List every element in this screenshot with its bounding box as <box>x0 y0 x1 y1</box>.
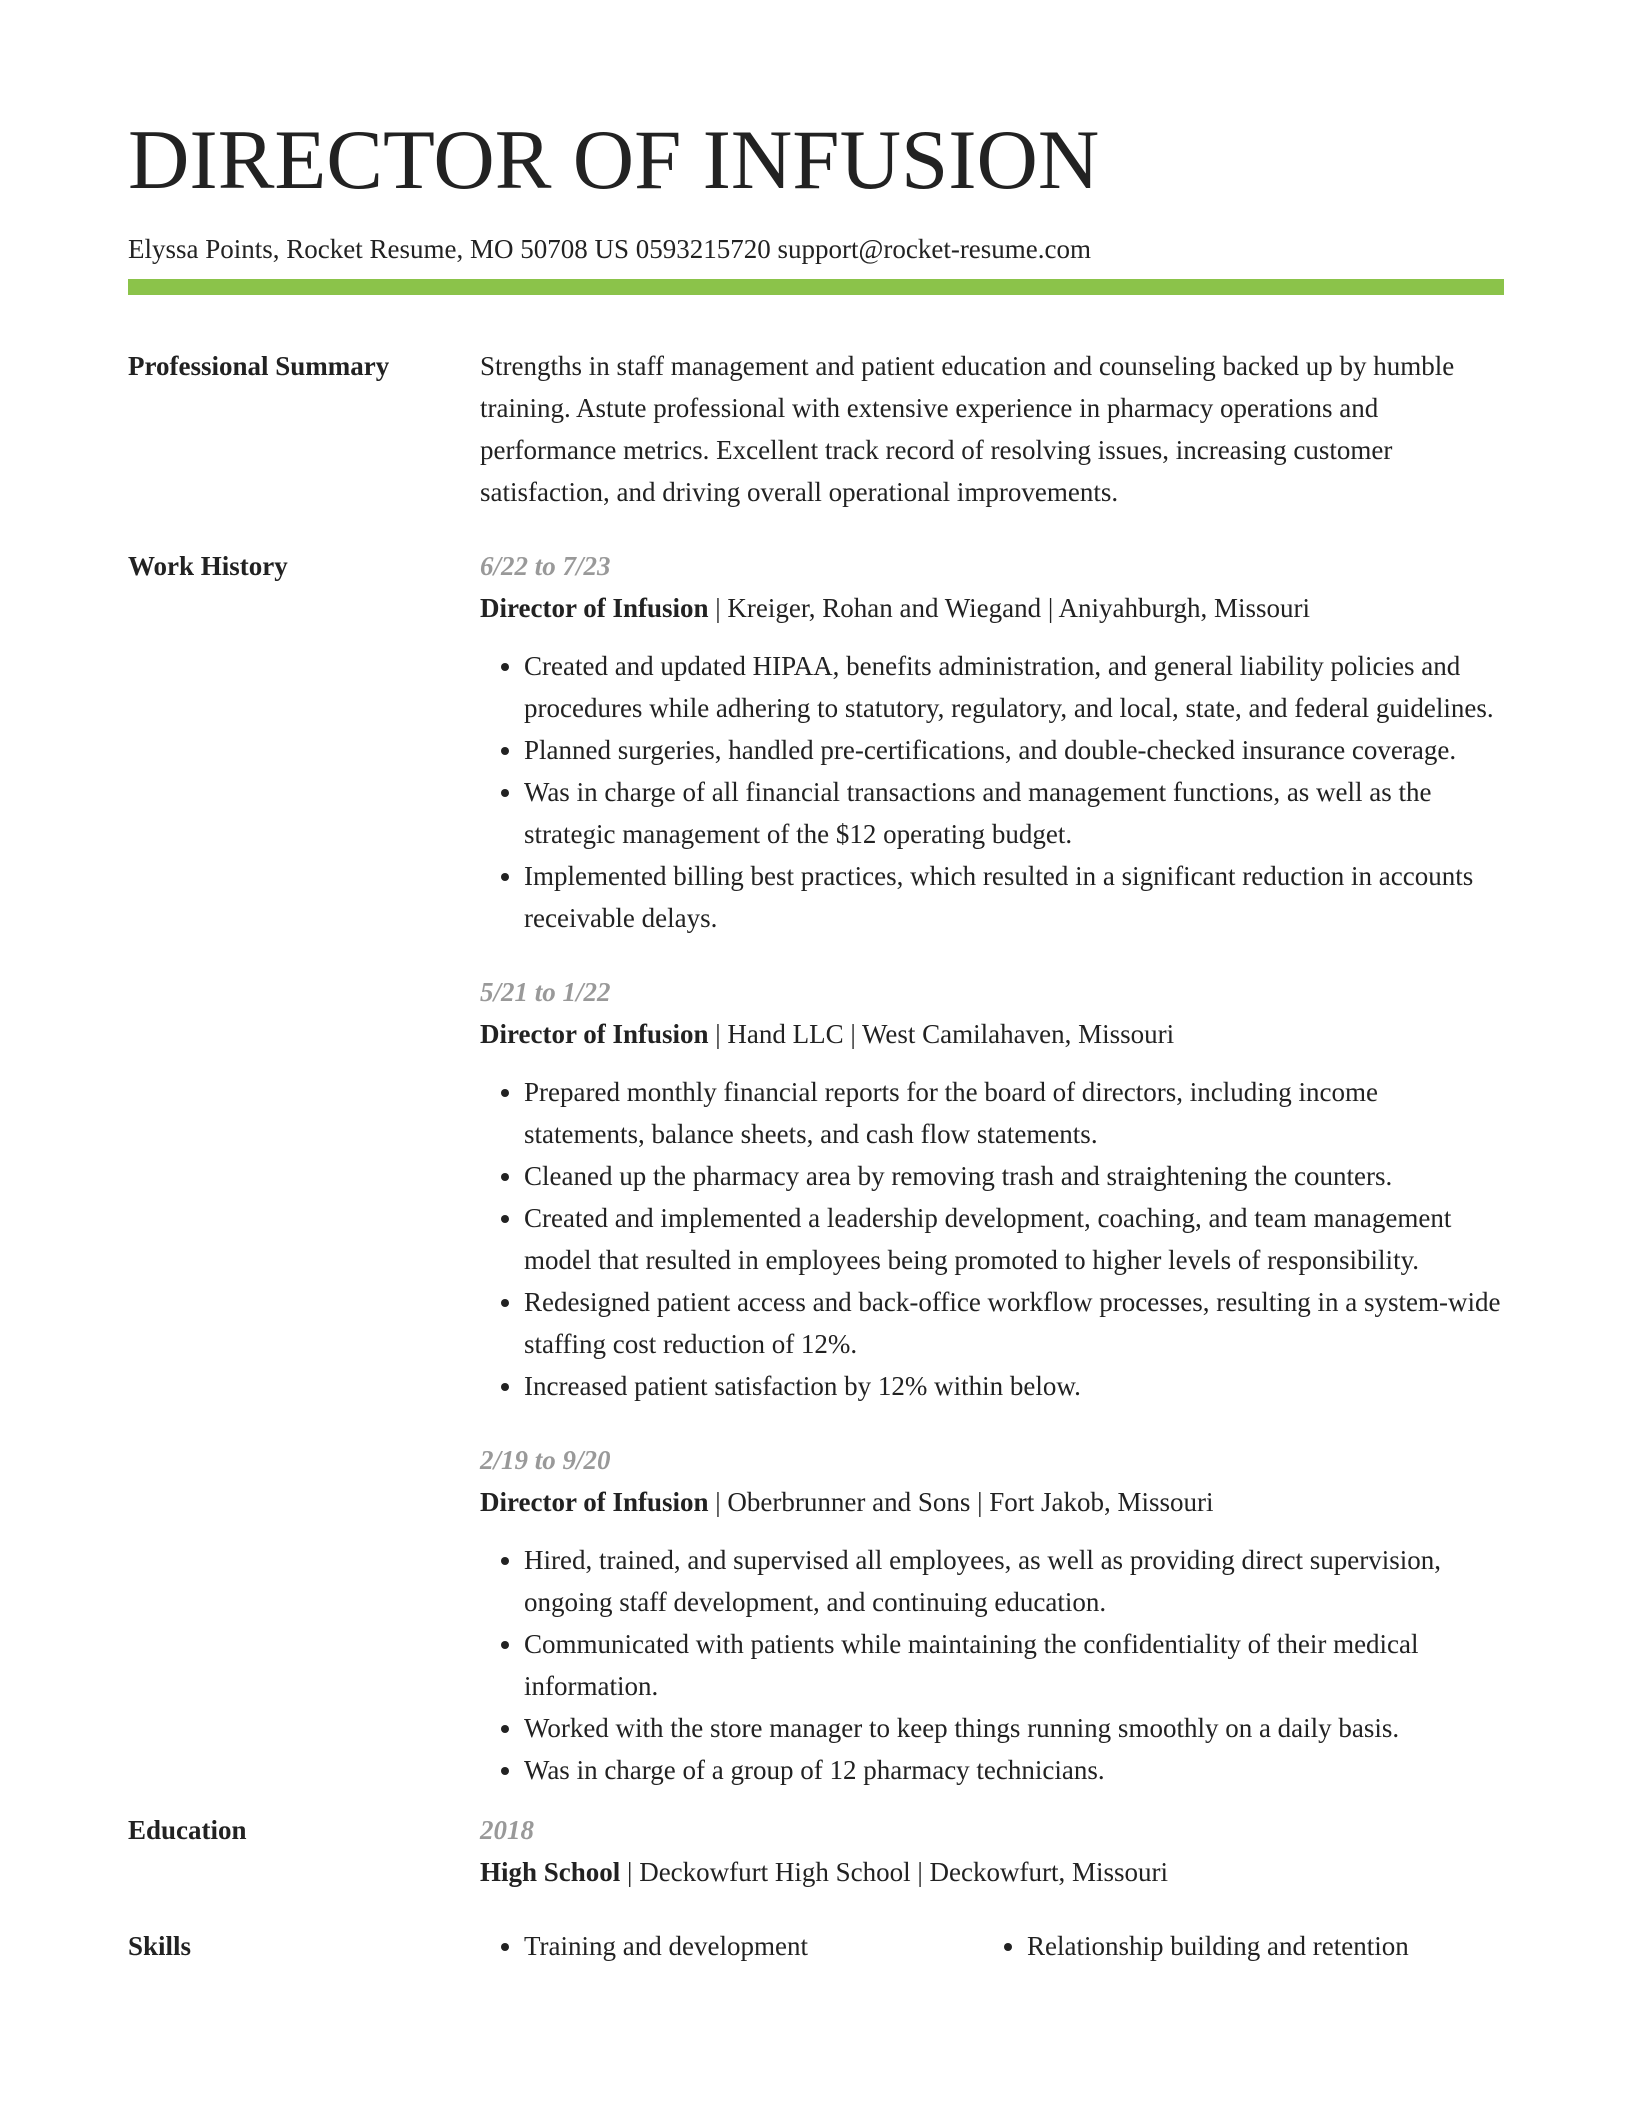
job-bullet: • Redesigned patient access and back-office workflow processes, resulting in a system-wide staffing cost reduction of 12%. <box>524 1281 1504 1365</box>
header-divider <box>128 279 1504 295</box>
job-bullet: • Increased patient satisfaction by 12% within below. <box>524 1365 1504 1407</box>
job-employer-location: | Kreiger, Rohan and Wiegand | Aniyahburgh, Missouri <box>708 593 1311 623</box>
job-entry <box>480 545 1504 939</box>
education-year: 2018 <box>480 1815 534 1845</box>
section-label-education: Education <box>128 1815 247 1845</box>
job-dates: 2/19 to 9/20 <box>480 1445 611 1475</box>
job-heading <box>480 587 1504 629</box>
job-bullet: • Communicated with patients while maintaining the confidentiality of their medical information. <box>524 1623 1504 1707</box>
job-bullet: • Was in charge of all financial transactions and management functions, as well as the strategic management of the $12 operating budget. <box>524 771 1504 855</box>
job-bullet-list <box>480 645 1504 939</box>
summary-section <box>128 345 1504 513</box>
skills-column-left <box>480 1925 983 1967</box>
job-bullet: • Was in charge of a group of 12 pharmacy technicians. <box>524 1749 1504 1791</box>
skills-column-right <box>983 1925 1504 1967</box>
work-history-section <box>128 545 1504 1791</box>
skill-item: • Relationship building and retention <box>1027 1925 1504 1967</box>
education-body <box>480 1809 1504 1893</box>
education-section <box>128 1809 1504 1893</box>
job-bullet: • Implemented billing best practices, which resulted in a significant reduction in accounts receivable delays. <box>524 855 1504 939</box>
work-history-body <box>480 545 1504 1791</box>
contact-line: Elyssa Points, Rocket Resume, MO 50708 US 0593215720 support@rocket-resume.com <box>128 234 1092 264</box>
education-heading <box>480 1851 1504 1893</box>
job-bullet: • Prepared monthly financial reports for the board of directors, including income statements, balance sheets, and cash flow statements. <box>524 1071 1504 1155</box>
job-employer-location: | Hand LLC | West Camilahaven, Missouri <box>708 1019 1175 1049</box>
skill-item: • Training and development <box>524 1925 983 1967</box>
job-employer-location: | Oberbrunner and Sons | Fort Jakob, Missouri <box>708 1487 1214 1517</box>
skills-section <box>128 1925 1504 1967</box>
resume-title: DIRECTOR OF INFUSION <box>128 113 1100 207</box>
job-bullet-list <box>480 1539 1504 1791</box>
education-school-location: | Deckowfurt High School | Deckowfurt, Missouri <box>620 1857 1169 1887</box>
job-bullet: • Worked with the store manager to keep things running smoothly on a daily basis. <box>524 1707 1504 1749</box>
skills-grid <box>480 1925 1504 1967</box>
job-title: Director of Infusion <box>480 1019 709 1049</box>
section-label-work-history: Work History <box>128 551 288 581</box>
job-entry <box>480 1439 1504 1791</box>
section-label-summary: Professional Summary <box>128 351 390 381</box>
summary-text: Strengths in staff management and patient education and counseling backed up by humble training. Astute professional with extensive experience in pharmacy operations and performance metrics. Excellent track record of resolving issues, increasing customer satisfaction, and driving overall operational improvements. <box>480 351 1455 507</box>
job-bullet-list <box>480 1071 1504 1407</box>
job-bullet: • Hired, trained, and supervised all employees, as well as providing direct supervision, ongoing staff development, and continuing education. <box>524 1539 1504 1623</box>
job-title: Director of Infusion <box>480 593 709 623</box>
section-label-skills: Skills <box>128 1931 192 1961</box>
education-degree: High School <box>480 1857 621 1887</box>
job-entry <box>480 971 1504 1407</box>
job-dates: 5/21 to 1/22 <box>480 977 611 1007</box>
job-bullet: • Created and updated HIPAA, benefits administration, and general liability policies and procedures while adhering to statutory, regulatory, and local, state, and federal guidelines. <box>524 645 1504 729</box>
job-heading <box>480 1013 1504 1055</box>
job-heading <box>480 1481 1504 1523</box>
job-title: Director of Infusion <box>480 1487 709 1517</box>
job-bullet: • Planned surgeries, handled pre-certifications, and double-checked insurance coverage. <box>524 729 1504 771</box>
job-bullet: • Created and implemented a leadership development, coaching, and team management model that resulted in employees being promoted to higher levels of responsibility. <box>524 1197 1504 1281</box>
job-dates: 6/22 to 7/23 <box>480 551 611 581</box>
job-bullet: • Cleaned up the pharmacy area by removing trash and straightening the counters. <box>524 1155 1504 1197</box>
